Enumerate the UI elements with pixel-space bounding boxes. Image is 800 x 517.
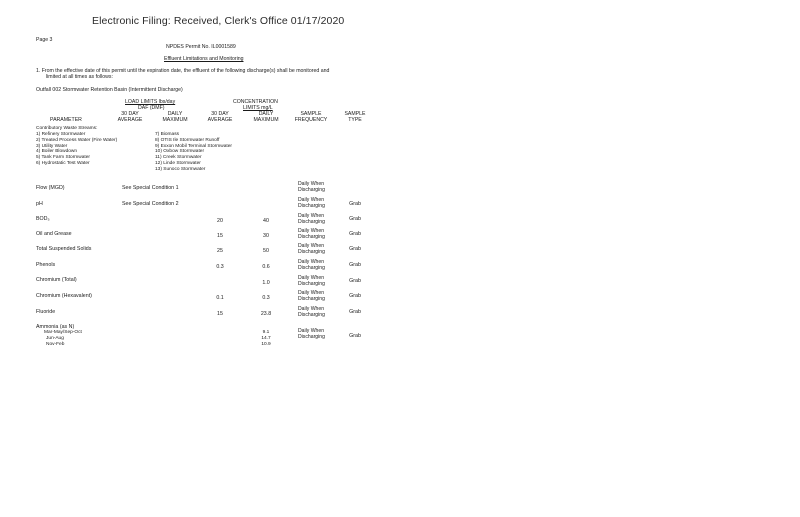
list-item: 5) Tank Farm Stormwater	[36, 155, 91, 161]
load-limits-header: LOAD LIMITS lbs/day	[125, 99, 176, 105]
concentration-header: CONCENTRATION	[233, 99, 278, 105]
section-title: Effluent Limitations and Monitoring	[164, 56, 244, 62]
table-row-max: 23.8	[260, 311, 272, 317]
table-row-max: 1.0	[262, 280, 270, 286]
daily-max-load-header-1: DAILY	[167, 111, 183, 117]
sample-freq-header-1: SAMPLE	[300, 111, 322, 117]
list-item: 4) Boiler Blowdown	[36, 149, 78, 155]
table-row-type: Grab	[349, 262, 361, 268]
daily-max-conc-header-2: MAXIMUM	[253, 117, 279, 123]
table-row-freq: Daily When Discharging	[298, 259, 325, 271]
table-row-freq: Daily When Discharging	[298, 290, 325, 302]
table-row-freq: Daily When Discharging	[298, 243, 325, 255]
ammonia-param: Ammonia (as N)	[36, 324, 75, 330]
table-row-type: Grab	[349, 216, 361, 222]
table-row-param: Chromium (Hexavalent)	[36, 293, 92, 299]
limits-mgl-header: LIMITS mg/L	[243, 105, 273, 111]
list-item: 10) Oxbow Stormwater	[155, 149, 205, 155]
avg30-load-header-2: AVERAGE	[117, 117, 143, 123]
page-number: Page 3	[36, 37, 53, 43]
table-row-type: Grab	[349, 246, 361, 252]
list-item: Nov-Feb	[46, 342, 65, 347]
daf-header: DAF (DMF)	[138, 105, 165, 111]
paragraph-line-2: limited at all times as follows:	[46, 74, 113, 80]
table-row-max: 50	[263, 248, 269, 254]
table-row-type: Grab	[349, 201, 361, 207]
table-row-param: Flow (MGD)	[36, 185, 65, 191]
table-row-avg: 20	[217, 218, 223, 224]
sample-type-header-2: TYPE	[348, 117, 362, 123]
table-row-freq: Daily When Discharging	[298, 275, 325, 287]
parameter-header: PARAMETER	[50, 117, 82, 123]
outfall-title: Outfall 002 Stormwater Retention Basin (Intermittent Discharge)	[36, 87, 183, 93]
list-item: 12) Linde Stormwater	[155, 160, 201, 166]
list-item: 8) OTIS Ile Stormwater Runoff	[155, 137, 220, 143]
table-row-param: Fluoride	[36, 309, 56, 315]
filing-stamp-header: Electronic Filing: Received, Clerk's Office 01/17/2020	[92, 15, 345, 27]
avg30-load-header-1: 30 DAY	[121, 111, 139, 117]
list-item: 9) Exxon Mobil Terminal Stormwater	[155, 143, 232, 149]
ammonia-seasons	[44, 330, 82, 348]
list-item: 13) Sunoco Stormwater	[155, 166, 206, 172]
table-row-avg: 0.3	[216, 264, 224, 270]
table-row-param: Oil and Grease	[36, 231, 72, 237]
table-row-param: Chromium (Total)	[36, 277, 77, 283]
table-row-type: Grab	[349, 309, 361, 315]
table-row-max: 30	[263, 233, 269, 239]
table-row-freq: Daily When Discharging	[298, 228, 325, 240]
permit-number: NPDES Permit No. IL0001589	[166, 44, 236, 50]
daily-max-load-header-2: MAXIMUM	[162, 117, 188, 123]
paragraph-line-1: 1. From the effective date of this permit until the expiration date, the effluent of the following discharge(s) shall be monitored and	[36, 68, 330, 74]
table-row-avg: 0.1	[216, 295, 224, 301]
table-row-type: Grab	[349, 278, 361, 284]
list-item: 1) Refinery Stormwater	[36, 132, 86, 137]
list-item: Mar-May/Sep-Oct	[44, 330, 82, 335]
list-item: Jun-Aug	[46, 336, 64, 341]
avg30-conc-header-2: AVERAGE	[207, 117, 233, 123]
table-row-param: Total Suspended Solids	[36, 246, 92, 252]
table-row-type: Grab	[349, 231, 361, 237]
avg30-conc-header-1: 30 DAY	[211, 111, 229, 117]
sample-type-header-1: SAMPLE	[344, 111, 366, 117]
table-row-param: Phenols	[36, 262, 56, 268]
table-row-freq: Daily When Discharging	[298, 213, 325, 225]
table-row-max: 0.3	[262, 295, 270, 301]
contributory-right-list	[155, 132, 232, 173]
list-item: 3) Utility Water	[36, 143, 68, 149]
ammonia-type: Grab	[349, 333, 361, 339]
table-row-param: pH	[36, 201, 43, 207]
table-row-avg: 15	[217, 233, 223, 239]
table-row-max: 40	[263, 218, 269, 224]
table-row-type: Grab	[349, 293, 361, 299]
table-row-note: See Special Condition 1	[122, 185, 179, 191]
table-row-freq: Daily When Discharging	[298, 306, 325, 318]
list-item: 11) Creek Stormwater	[155, 155, 202, 161]
list-item: 2) Treated Process Water (Fire Water)	[36, 137, 118, 143]
sample-freq-header-2: FREQUENCY	[294, 117, 328, 123]
contributory-left-list	[36, 132, 117, 167]
contributory-title: Contributory Waste Streams:	[36, 126, 98, 131]
table-row-freq: Daily When Discharging	[298, 197, 325, 209]
daily-max-conc-header-1: DAILY	[258, 111, 274, 117]
table-row-freq: Daily When Discharging	[298, 181, 325, 193]
table-row-param: BOD₅	[36, 216, 50, 222]
list-item: 6) Hydrostatic Test Water	[36, 160, 90, 166]
ammonia-max-values: 9.1 14.7 10.9	[261, 330, 271, 347]
table-row-avg: 15	[217, 311, 223, 317]
ammonia-freq: Daily When Discharging	[298, 328, 325, 340]
table-row-note: See Special Condition 2	[122, 201, 179, 207]
table-row-max: 0.6	[262, 264, 270, 270]
table-row-avg: 25	[217, 248, 223, 254]
list-item: 7) Biomass	[155, 132, 179, 137]
